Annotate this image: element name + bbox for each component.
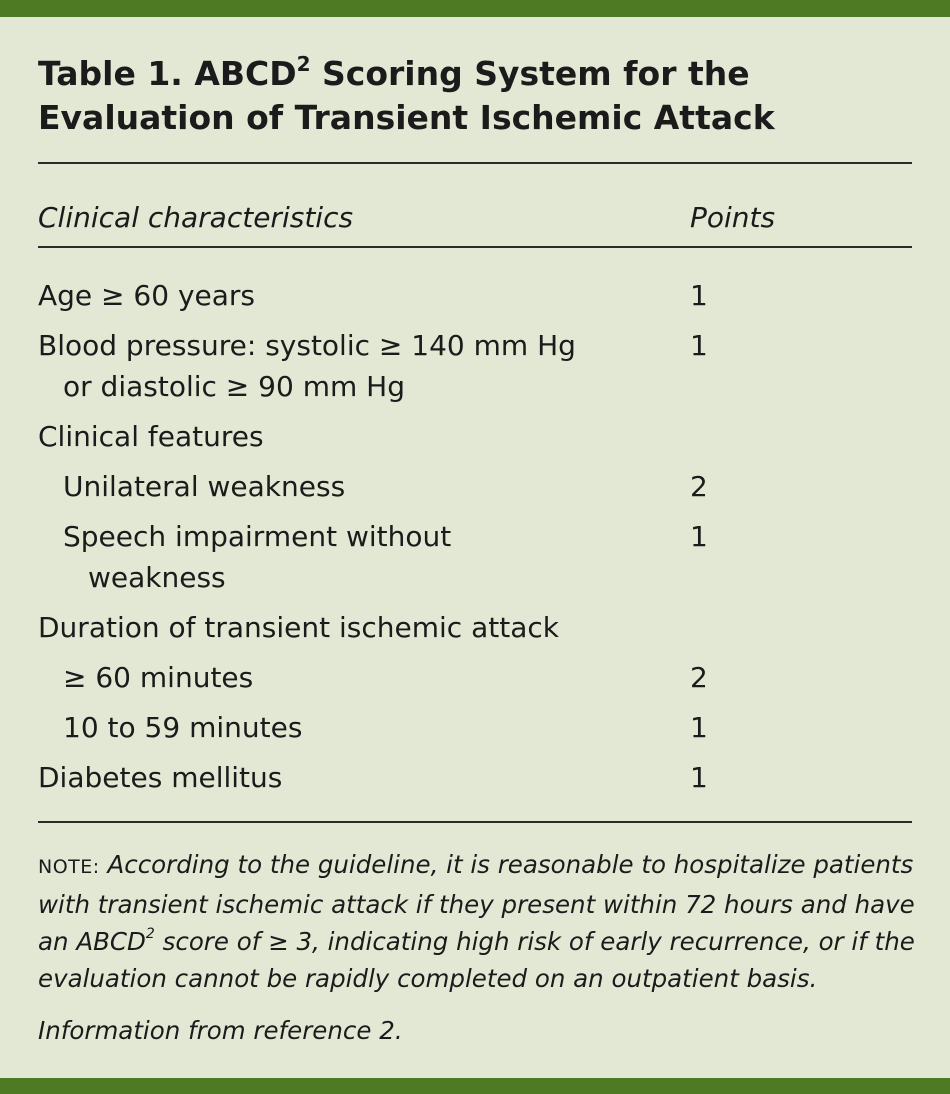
row-points: 1 (690, 520, 708, 553)
row-label: Age ≥ 60 years (38, 279, 255, 312)
header-divider (38, 246, 912, 248)
row-points: 1 (690, 329, 708, 362)
row-points: 1 (690, 761, 708, 794)
top-green-band (0, 0, 950, 17)
note-label: NOTE: (38, 856, 100, 878)
row-label: Blood pressure: systolic ≥ 140 mm Hg or diastolic ≥ 90 mm Hg (38, 329, 576, 403)
row-points: 2 (690, 661, 708, 694)
bottom-green-band (0, 1078, 950, 1094)
row-label: ≥ 60 minutes (63, 661, 254, 694)
row-label: Diabetes mellitus (38, 761, 283, 794)
row-label: 10 to 59 minutes (63, 711, 303, 744)
column-header-characteristics: Clinical characteristics (38, 201, 354, 234)
row-points: 2 (690, 470, 708, 503)
column-header-points: Points (690, 201, 776, 234)
title-divider (38, 162, 912, 164)
row-points: 1 (690, 711, 708, 744)
row-label: Speech impairment without weakness (63, 520, 452, 594)
table-note: NOTE: According to the guideline, it is reasonable to hospitalize patients with transient ischemic attack if they present within 72 hours and have an ABCD$^2$ score of ≥ 3, indicating high risk of early recurrence, or if the evaluation cannot be rapidly completed on an outpatient basis. (38, 850, 915, 993)
row-label: Unilateral weakness (63, 470, 346, 503)
table-title: Table 1. ABCD$^2$ Scoring System for the Evaluation of Transient Ischemic Attack (38, 52, 775, 137)
row-label: Duration of transient ischemic attack (38, 611, 559, 644)
source-citation: Information from reference 2. (38, 1016, 403, 1045)
row-label: Clinical features (38, 420, 264, 453)
row-points: 1 (690, 279, 708, 312)
table-bottom-divider (38, 821, 912, 823)
